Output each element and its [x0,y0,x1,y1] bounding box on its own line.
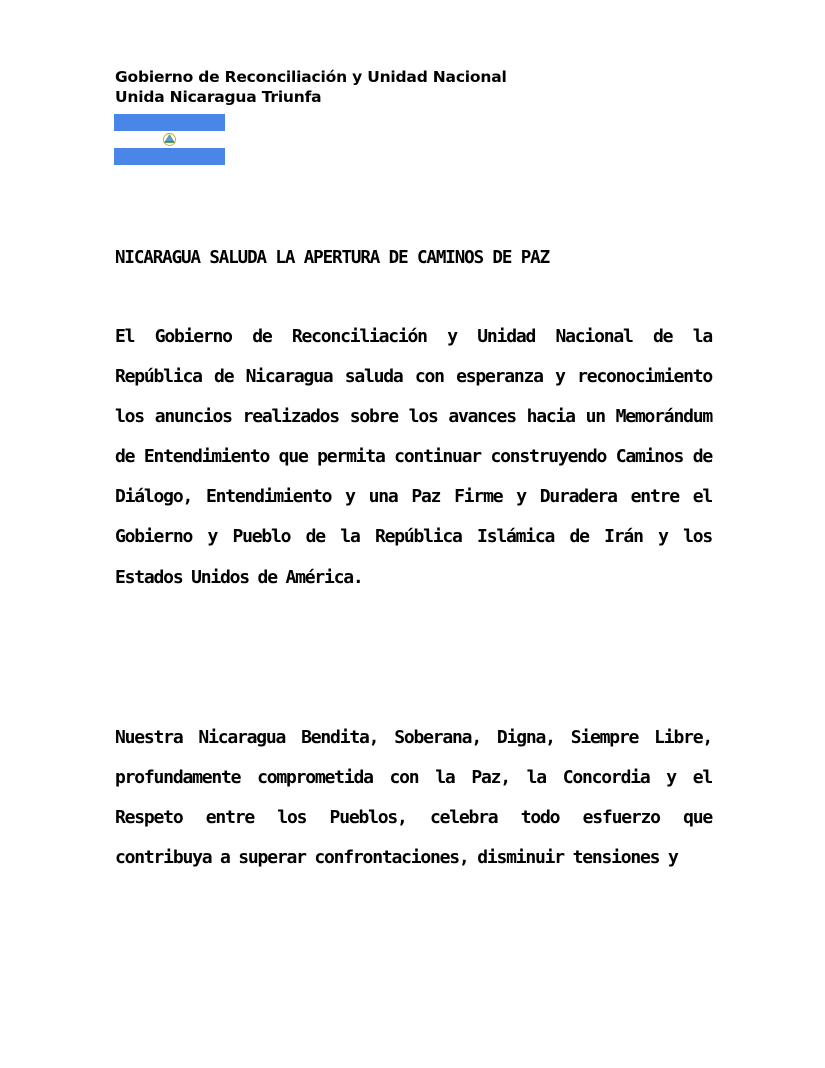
paragraph-1: El Gobierno de Reconciliación y Unidad Nacional de la República de Nicaragua saluda con esperanza y reconocimiento los anuncios realizados sobre los avances hacia un Memorándum de Entendimiento que permita continuar construyendo Caminos de Diálogo, Entendimiento y una Paz Firme y Duradera entre el Gobierno y Pueblo de la República Islámica de Irán y los Estados Unidos de América. [115,326,712,588]
letterhead-slogan: Unida Nicaragua Triunfa [115,88,322,106]
document-title: NICARAGUA SALUDA LA APERTURA DE CAMINOS DE PAZ [115,248,550,268]
nicaragua-flag-icon [114,114,225,165]
paragraph-2: Nuestra Nicaragua Bendita, Soberana, Digna, Siempre Libre, profundamente comprometida con la Paz, la Concordia y el Respeto entre los Pueblos, celebra todo esfuerzo que contribuya a superar confrontaciones, disminuir tensiones y [115,727,712,869]
letterhead [115,67,507,107]
letterhead-government-name: Gobierno de Reconciliación y Unidad Nacional [115,68,507,86]
